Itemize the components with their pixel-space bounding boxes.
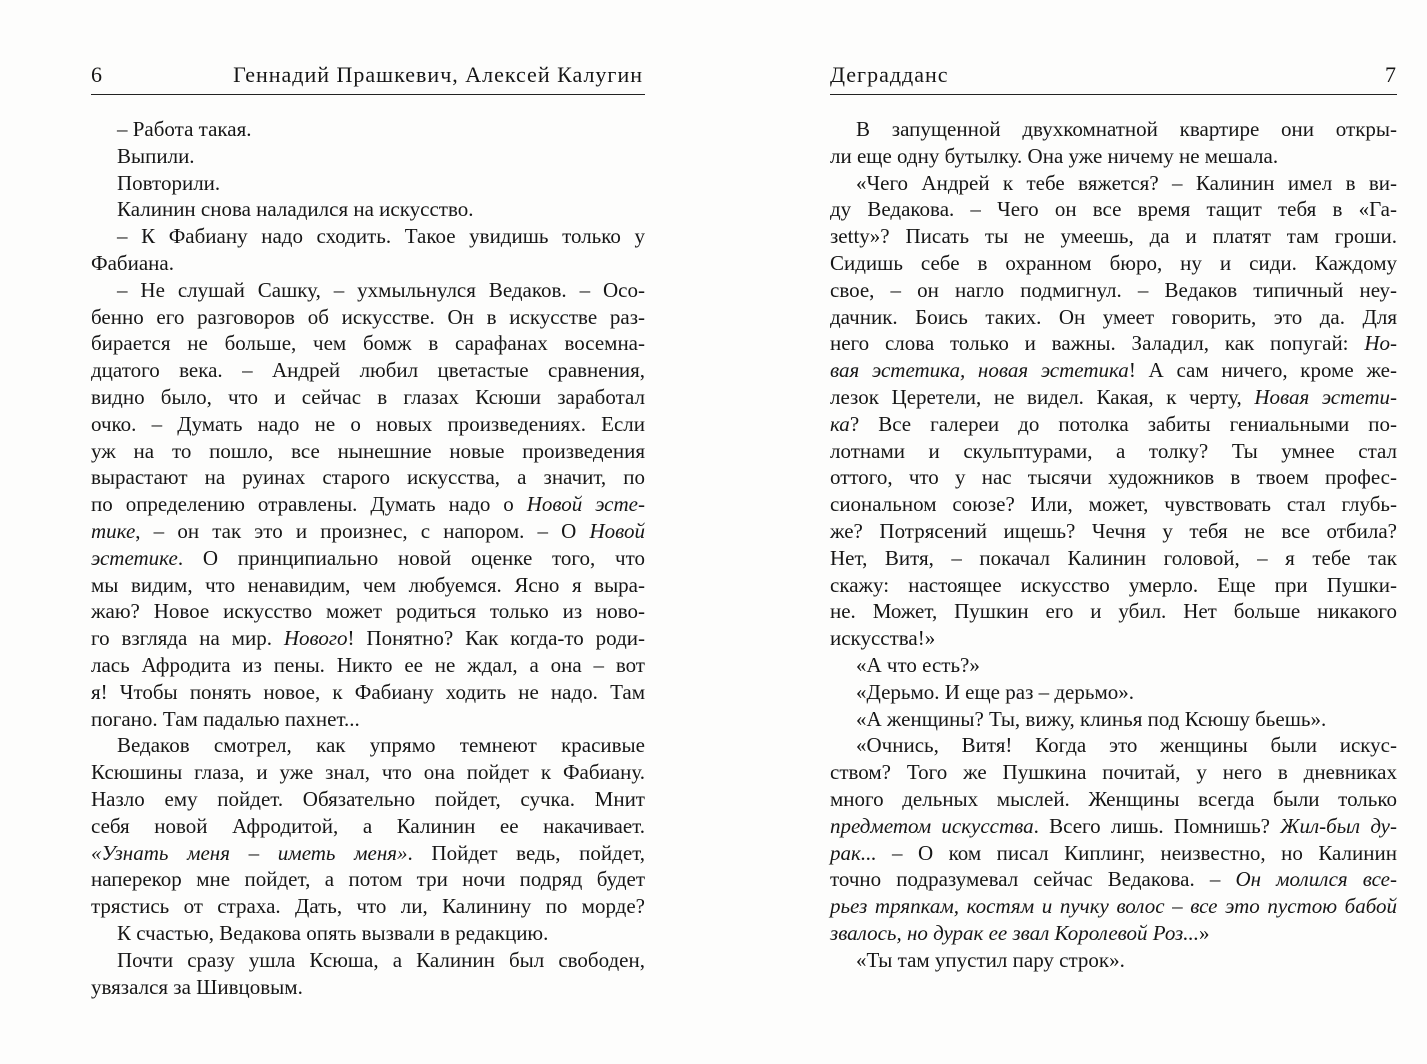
text-line: «Дерьмо. И еще раз – дерьмо».: [856, 679, 1134, 704]
text-line: – К Фабиану надо сходить. Такое увидишь только у: [117, 224, 645, 249]
text-line: увязался за Шивцовым.: [91, 974, 303, 999]
text-line: погано. Там падалью пахнет...: [91, 706, 360, 731]
left-page-number: 6: [91, 62, 103, 87]
text-line: много дельных мыслей. Женщины всегда были только: [830, 786, 1397, 811]
left-page-header: [91, 62, 645, 90]
text-line: рак... – О ком писал Киплинг, неизвестно, но Калинин: [830, 840, 1397, 865]
text-line: Калинин снова наладился на искусство.: [117, 197, 474, 222]
text-line: Повторили.: [117, 170, 221, 195]
text-line: Ведаков смотрел, как упрямо темнеют красивые: [117, 733, 645, 758]
text-line: – Работа такая.: [117, 117, 252, 141]
text-line: Назло ему пойдет. Обязательно пойдет, сучка. Мнит: [91, 786, 645, 811]
text-line: искусства!»: [830, 626, 936, 651]
right-running-head: Деградданс: [830, 62, 949, 87]
text-line: «Очнись, Витя! Когда это женщины были искус-: [856, 733, 1397, 758]
text-line: – Не слушай Сашку, – ухмыльнулся Ведаков. – Осо-: [117, 277, 645, 302]
text-line: видно было, что и сейчас в глазах Ксюши заработал: [91, 384, 645, 409]
text-line: скажу: настоящее искусство умерло. Еще при Пушки-: [830, 572, 1397, 597]
text-line: Выпили.: [117, 143, 195, 168]
text-line: лотнами и скульптурами, а толку? Ты умнее стал: [830, 438, 1397, 463]
right-page-text: [830, 116, 1397, 974]
text-line: оттого, что у нас тысячи художников в твоем профес-: [830, 465, 1397, 490]
text-line: свое, – он нагло подмигнул. – Ведаков типичный неу-: [830, 277, 1397, 302]
text-line: В запущенной двухкомнатной квартире они откры-: [856, 117, 1397, 141]
text-line: тике, – он так это и произнес, с напором. – О Новой: [91, 518, 645, 543]
text-line: я! Чтобы понять новое, к Фабиану ходить не надо. Там: [91, 679, 645, 704]
left-header-rule: [91, 94, 645, 95]
text-line: рьез тряпкам, костям и пучку волос – все это пустою бабой: [830, 894, 1397, 919]
text-line: Почти сразу ушла Ксюша, а Калинин был свободен,: [117, 947, 645, 972]
text-line: наперекор мне пойдет, а потом три ночи подряд будет: [91, 867, 645, 892]
text-line: по определению отравлены. Думать надо о Новой эсте-: [91, 492, 645, 517]
text-line: ка? Все галереи до потолка забиты гениальными по-: [830, 411, 1397, 436]
text-line: го взгляда на мир. Нового! Понятно? Как когда-то роди-: [91, 626, 645, 651]
text-line: «А женщины? Ты, вижу, клинья под Ксюшу бьешь».: [856, 706, 1327, 731]
text-line: Фабиана.: [91, 250, 174, 275]
right-page-number: 7: [1385, 62, 1397, 87]
text-line: трястись от страха. Дать, что ли, Калинину по морде?: [91, 894, 645, 919]
text-line: мы видим, что ненавидим, чем любуемся. Ясно я выра-: [91, 572, 645, 597]
text-line: уж на то пошло, все нынешние новые произведения: [91, 438, 645, 463]
text-line: К счастью, Ведакова опять вызвали в редакцию.: [117, 920, 549, 945]
text-line: него слова только и важны. Заладил, как попугай: Но-: [830, 331, 1397, 356]
text-line: ством? Того же Пушкина почитай, у него в дневниках: [830, 760, 1397, 785]
text-line: ду Ведакова. – Чего он все время тащит тебя в «Га-: [830, 197, 1397, 222]
text-line: жаю? Новое искусство может родиться только из ново-: [91, 599, 645, 624]
text-line: дцатого века. – Андрей любил цветастые сравнения,: [91, 358, 645, 383]
right-page-header: [830, 62, 1397, 90]
text-line: лезок Церетели, не видел. Какая, к черту, Новая эстети-: [830, 384, 1397, 409]
text-line: вырастают на руинах старого искусства, а значит, по: [91, 465, 645, 490]
text-line: вая эстетика, новая эстетика! А сам ничего, кроме же-: [830, 358, 1397, 383]
text-line: дачник. Боись таких. Он умеет говорить, это да. Для: [830, 304, 1397, 329]
text-line: не. Может, Пушкин его и убил. Нет больше никакого: [830, 599, 1397, 624]
text-line: Ксюшины глаза, и уже знал, что она пойдет к Фабиану.: [91, 760, 645, 785]
text-line: точно подразумевал сейчас Ведакова. – Он молился все-: [830, 867, 1398, 892]
text-line: зetty»? Писать ты не умеешь, да и платят там гроши.: [830, 224, 1397, 249]
text-line: себя новой Афродитой, а Калинин ее накачивает.: [91, 813, 645, 838]
text-line: «А что есть?»: [856, 652, 980, 677]
text-line: Нет, Витя, – покачал Калинин головой, – я тебе так: [830, 545, 1397, 570]
text-line: ли еще одну бутылку. Она уже ничему не мешала.: [830, 143, 1279, 168]
text-line: лась Афродита из пены. Никто ее не ждал, а она – вот: [91, 652, 645, 677]
right-header-rule: [830, 94, 1397, 95]
text-line: эстетике. О принципиально новой оценке того, что: [91, 545, 645, 570]
text-line: предметом искусства. Всего лишь. Помнишь? Жил-был ду-: [830, 813, 1397, 838]
text-line: «Ты там упустил пару строк».: [856, 947, 1125, 972]
text-line: очко. – Думать надо не о новых произведениях. Если: [91, 411, 645, 436]
left-running-head: Геннадий Прашкевич, Алексей Калугин: [233, 62, 643, 87]
text-line: же? Потрясений ищешь? Чечня у тебя не все отбила?: [830, 518, 1397, 543]
text-line: бирается не больше, чем бомж в сарафанах восемна-: [91, 331, 645, 356]
text-line: бенно его разговоров об искусстве. Он в искусстве раз-: [91, 304, 645, 329]
text-line: «Узнать меня – иметь меня». Пойдет ведь, пойдет,: [91, 840, 645, 865]
text-line: звалось, но дурак ее звал Королевой Роз...»: [830, 920, 1210, 945]
text-line: Сидишь себе в охранном бюро, ну и сиди. Каждому: [830, 250, 1397, 275]
text-line: «Чего Андрей к тебе вяжется? – Калинин имел в ви-: [856, 170, 1397, 195]
text-line: сиональном союзе? Или, может, чувствовать стал глубь-: [830, 492, 1397, 517]
left-page-text: [91, 116, 645, 1000]
